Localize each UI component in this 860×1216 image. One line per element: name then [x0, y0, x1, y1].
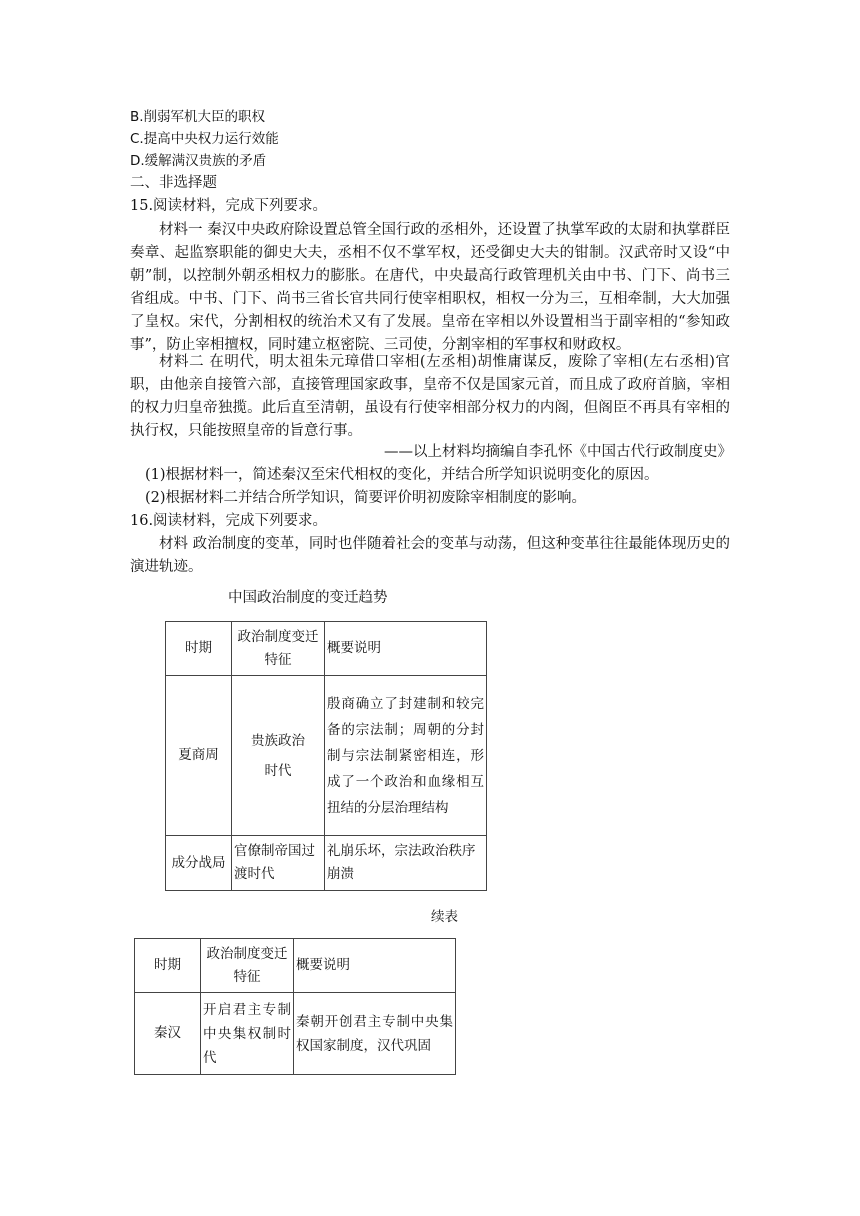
header-summary: 概要说明 [325, 622, 487, 676]
header-feature: 政治制度变迁特征 [232, 622, 325, 676]
table-2 [134, 938, 456, 1075]
q15-title: 15.阅读材料，完成下列要求。 [130, 198, 328, 214]
q15-material-2 [130, 351, 730, 443]
cell-feature: 开启君主专制中央集权制时代 [201, 993, 294, 1075]
option-c: C.提高中央权力运行效能 [130, 131, 279, 147]
cell-feature: 贵族政治时代 [232, 676, 325, 836]
table-row [135, 993, 456, 1075]
q15-material-1-text: 材料一 秦汉中央政府除设置总管全国行政的丞相外，还设置了执掌军政的太尉和执掌群臣奏章、起监察职能的御史大夫，丞相不仅不掌军权，还受御史大夫的钳制。汉武帝时又设“中朝”制，以控制外朝丞相权力的膨胀。在唐代，中央最高行政管理机关由中书、门下、尚书三省组成。中书、门下、尚书三省长官共同行使宰相职权，相权一分为三，互相牵制，大大加强了皇权。宋代，分割相权的统治术又有了发展。皇帝在宰相以外设置相当于副宰相的“参知政事”，防止宰相擅权，同时建立枢密院、三司使，分割宰相的军事权和财政权。 [130, 222, 730, 353]
q15-material-2-text: 材料二 在明代，明太祖朱元璋借口宰相(左丞相)胡惟庸谋反，废除了宰相(左右丞相)官职，由他亲自接管六部，直接管理国家政事，皇帝不仅是国家元首，而且成了政府首脑，宰相的权力归皇帝独揽。此后直至清朝，虽设有行使宰相部分权力的内阁，但阁臣不再具有宰相的执行权，只能按照皇帝的旨意行事。 [130, 354, 730, 439]
table-row [166, 836, 487, 891]
q16-material [130, 533, 730, 579]
cell-period: 夏商周 [166, 676, 232, 836]
table-title: 中国政治制度的变迁趋势 [228, 590, 388, 606]
q16-material-text: 材料 政治制度的变革，同时也伴随着社会的变革与动荡，但这种变革往往最能体现历史的演进轨迹。 [130, 536, 730, 575]
q16-title: 16.阅读材料，完成下列要求。 [130, 513, 328, 529]
cell-period: 秦汉 [135, 993, 201, 1075]
option-b: B.削弱军机大臣的职权 [130, 109, 266, 125]
cell-period: 成分战局 [166, 836, 232, 891]
cell-summary: 礼崩乐坏，宗法政治秩序崩溃 [325, 836, 487, 891]
table-1-header-row [166, 622, 487, 676]
q15-material-1 [130, 219, 730, 357]
header-period: 时期 [166, 622, 232, 676]
header-feature: 政治制度变迁特征 [201, 939, 294, 993]
q15-sub-2: (2)根据材料二并结合所学知识，简要评价明初废除宰相制度的影响。 [145, 490, 587, 506]
continued-label: 续表 [431, 909, 458, 925]
table-1 [165, 621, 487, 891]
table-row [166, 676, 487, 836]
q15-sub-1: (1)根据材料一，简述秦汉至宋代相权的变化，并结合所学知识说明变化的原因。 [145, 467, 659, 483]
cell-feature: 官僚制帝国过渡时代 [232, 836, 325, 891]
q15-source: ——以上材料均摘编自李孔怀《中国古代行政制度史》 [384, 444, 732, 460]
header-summary: 概要说明 [294, 939, 456, 993]
header-period: 时期 [135, 939, 201, 993]
section-heading: 二、非选择题 [130, 175, 217, 191]
cell-summary: 秦朝开创君主专制中央集权国家制度，汉代巩固 [294, 993, 456, 1075]
cell-summary: 殷商确立了封建制和较完备的宗法制；周朝的分封制与宗法制紧密相连，形成了一个政治和血缘相互扭结的分层治理结构 [325, 676, 487, 836]
table-2-header-row [135, 939, 456, 993]
option-d: D.缓解满汉贵族的矛盾 [130, 153, 267, 169]
